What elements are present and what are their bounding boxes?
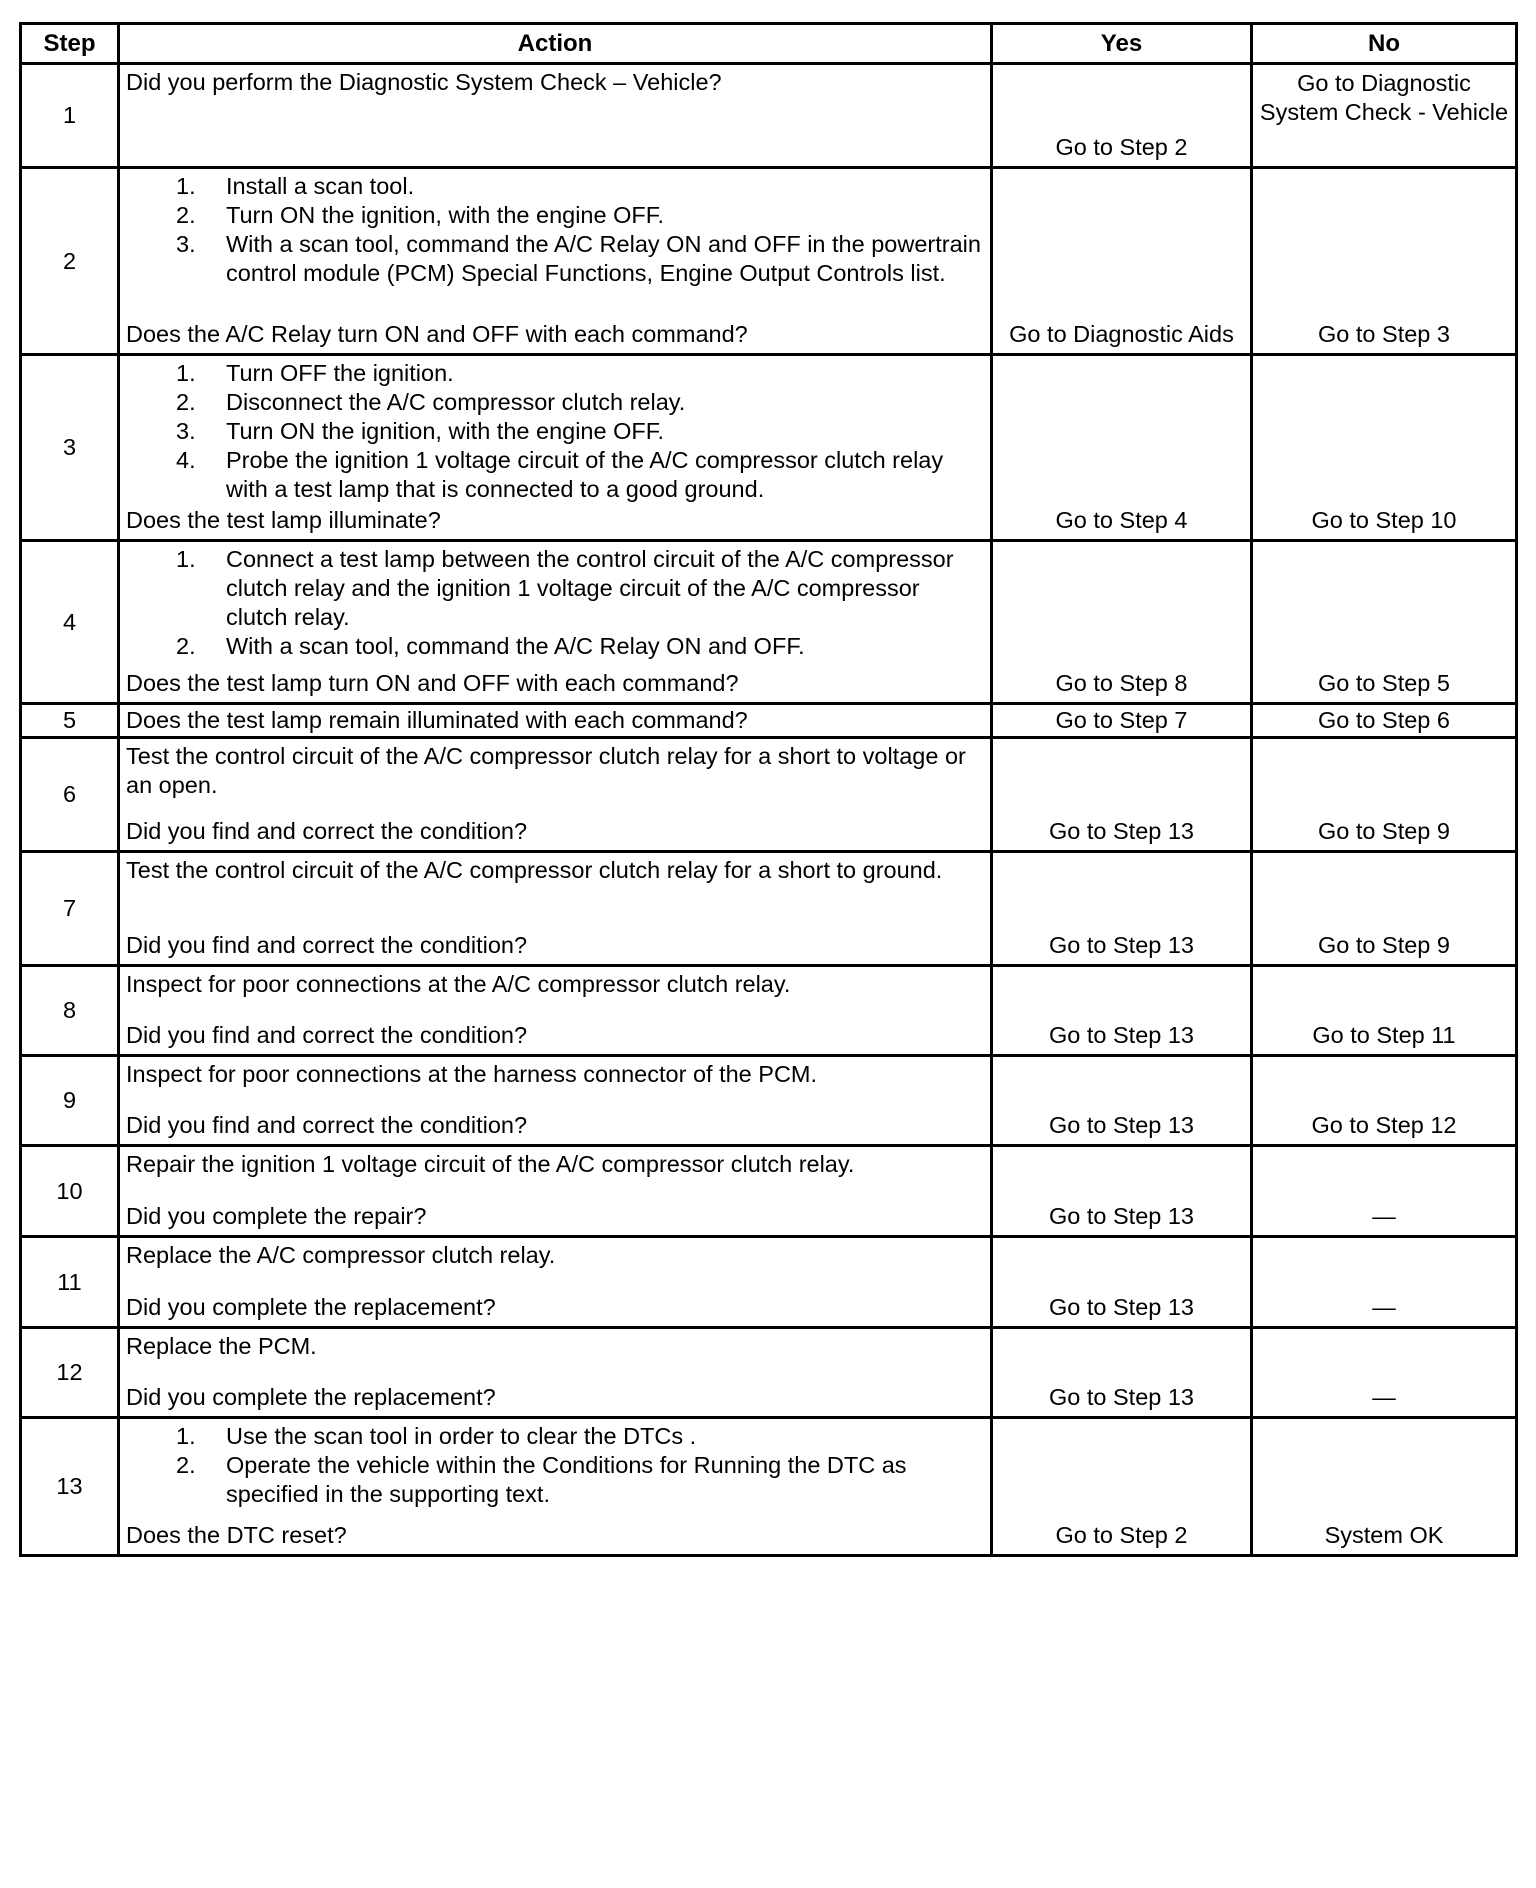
yes-result: Go to Step 4: [1055, 507, 1188, 533]
list-item: [126, 359, 984, 388]
yes-result: Go to Step 2: [1055, 1522, 1188, 1548]
table-row: [21, 168, 1517, 355]
action-question: Did you find and correct the condition?: [126, 932, 528, 958]
yes-cell: [992, 541, 1252, 704]
action-cell: [119, 1237, 992, 1328]
yes-result: Go to Step 8: [1055, 670, 1188, 696]
list-item-text: Operate the vehicle within the Conditions for Running the DTC as specified in the supporting text.: [226, 1452, 907, 1507]
action-question: Does the A/C Relay turn ON and OFF with each command?: [126, 321, 748, 347]
step-number: 12: [21, 1328, 119, 1418]
no-cell: [1252, 1418, 1517, 1556]
list-item-number: 1.: [176, 546, 196, 572]
list-item: [126, 632, 984, 661]
list-item-number: 1.: [176, 1423, 196, 1449]
action-cell: [119, 1056, 992, 1146]
yes-cell: [992, 852, 1252, 966]
list-item: [126, 1422, 984, 1451]
list-item-number: 4.: [176, 447, 196, 473]
list-item-text: Turn OFF the ignition.: [226, 360, 454, 386]
no-cell: [1252, 966, 1517, 1056]
header-action: Action: [119, 24, 992, 64]
no-result: —: [1372, 1384, 1396, 1410]
step-number: 6: [21, 738, 119, 852]
header-row: [21, 24, 1517, 64]
yes-result: Go to Step 7: [1055, 707, 1188, 733]
action-steps-list: [126, 172, 984, 288]
no-cell: [1252, 355, 1517, 541]
yes-result: Go to Step 13: [1048, 1112, 1195, 1138]
yes-cell: [992, 1237, 1252, 1328]
no-result: Go to Step 12: [1311, 1112, 1457, 1138]
table-row: [21, 64, 1517, 168]
no-result: Go to Step 9: [1318, 932, 1450, 958]
yes-result: Go to Step 2: [1055, 134, 1188, 160]
action-cell: [119, 541, 992, 704]
yes-cell: [992, 966, 1252, 1056]
yes-cell: [992, 355, 1252, 541]
no-result: Go to Step 6: [1318, 707, 1450, 733]
action-cell: [119, 1328, 992, 1418]
step-number: 3: [21, 355, 119, 541]
table-row: [21, 1418, 1517, 1556]
yes-cell: [992, 738, 1252, 852]
table-row: [21, 966, 1517, 1056]
action-question: Did you complete the replacement?: [126, 1384, 496, 1410]
yes-cell: [992, 64, 1252, 168]
table-body: [21, 64, 1517, 1556]
list-item: [126, 545, 984, 632]
step-number: 2: [21, 168, 119, 355]
no-cell: [1252, 704, 1517, 738]
yes-cell: [992, 704, 1252, 738]
list-item: [126, 172, 984, 201]
list-item: [126, 388, 984, 417]
no-result: Go to Step 11: [1312, 1022, 1456, 1048]
yes-result: Go to Step 13: [1048, 1294, 1195, 1320]
list-item: [126, 230, 984, 288]
no-result: —: [1372, 1294, 1396, 1320]
yes-result: Go to Step 13: [1048, 818, 1195, 844]
no-result: System OK: [1324, 1522, 1444, 1548]
step-number: 7: [21, 852, 119, 966]
action-text: Did you perform the Diagnostic System Check – Vehicle?: [126, 69, 722, 95]
no-cell: [1252, 852, 1517, 966]
action-question: Did you complete the replacement?: [126, 1294, 496, 1320]
list-item-number: 1.: [176, 360, 196, 386]
list-item: [126, 446, 984, 504]
no-cell: [1252, 168, 1517, 355]
action-question: Did you find and correct the condition?: [126, 1112, 528, 1138]
list-item-text: Disconnect the A/C compressor clutch relay.: [226, 389, 686, 415]
no-result: Go to Diagnostic System Check - Vehicle: [1259, 70, 1509, 125]
list-item-text: Turn ON the ignition, with the engine OFF.: [226, 418, 665, 444]
table-row: [21, 738, 1517, 852]
action-text: Replace the PCM.: [126, 1333, 317, 1359]
step-number: 4: [21, 541, 119, 704]
header-no: No: [1252, 24, 1517, 64]
action-text: Inspect for poor connections at the harness connector of the PCM.: [126, 1061, 818, 1087]
action-question: Does the test lamp remain illuminated with each command?: [126, 707, 748, 733]
list-item: [126, 417, 984, 446]
list-item-number: 2.: [176, 389, 196, 415]
list-item-number: 2.: [176, 633, 196, 659]
action-cell: [119, 738, 992, 852]
step-number: 8: [21, 966, 119, 1056]
no-result: Go to Step 10: [1311, 507, 1457, 533]
action-cell: [119, 355, 992, 541]
table-row: [21, 1237, 1517, 1328]
list-item-text: Probe the ignition 1 voltage circuit of the A/C compressor clutch relay with a test lamp that is connected to a good ground.: [226, 447, 944, 502]
yes-result: Go to Step 13: [1048, 932, 1195, 958]
list-item-number: 2.: [176, 1452, 196, 1478]
no-cell: [1252, 64, 1517, 168]
step-number: 5: [21, 704, 119, 738]
action-text: Test the control circuit of the A/C compressor clutch relay for a short to ground.: [126, 857, 943, 883]
list-item-text: Turn ON the ignition, with the engine OFF.: [226, 202, 665, 228]
header-yes: Yes: [992, 24, 1252, 64]
yes-cell: [992, 1328, 1252, 1418]
yes-cell: [992, 1146, 1252, 1237]
list-item: [126, 201, 984, 230]
no-result: Go to Step 9: [1318, 818, 1450, 844]
table-row: [21, 852, 1517, 966]
no-result: Go to Step 3: [1318, 321, 1450, 347]
table-row: [21, 1328, 1517, 1418]
list-item-text: With a scan tool, command the A/C Relay ON and OFF.: [226, 633, 805, 659]
yes-cell: [992, 1056, 1252, 1146]
action-steps-list: [126, 359, 984, 504]
action-question: Does the DTC reset?: [126, 1522, 347, 1548]
no-cell: [1252, 1146, 1517, 1237]
action-text: Test the control circuit of the A/C compressor clutch relay for a short to voltage or an open.: [126, 743, 966, 798]
list-item-number: 1.: [176, 173, 196, 199]
yes-cell: [992, 168, 1252, 355]
table-row: [21, 704, 1517, 738]
table-row: [21, 1146, 1517, 1237]
list-item-text: Connect a test lamp between the control circuit of the A/C compressor clutch relay and the ignition 1 voltage circuit of the A/C compressor clutch relay.: [226, 546, 954, 630]
action-cell: [119, 852, 992, 966]
step-number: 10: [21, 1146, 119, 1237]
no-cell: [1252, 1237, 1517, 1328]
action-steps-list: [126, 545, 984, 661]
yes-result: Go to Step 13: [1048, 1022, 1195, 1048]
action-cell: [119, 966, 992, 1056]
action-cell: [119, 704, 992, 738]
yes-result: Go to Step 13: [1048, 1384, 1195, 1410]
diagnostic-table: [19, 22, 1518, 1557]
no-cell: [1252, 738, 1517, 852]
yes-result: Go to Step 13: [1048, 1203, 1195, 1229]
action-cell: [119, 168, 992, 355]
action-question: Did you complete the repair?: [126, 1203, 427, 1229]
list-item-text: Install a scan tool.: [226, 173, 415, 199]
table-row: [21, 355, 1517, 541]
table-row: [21, 541, 1517, 704]
list-item-text: With a scan tool, command the A/C Relay ON and OFF in the powertrain control module (PCM) Special Functions, Engine Output Controls list.: [226, 231, 981, 286]
action-question: Did you find and correct the condition?: [126, 818, 528, 844]
action-text: Replace the A/C compressor clutch relay.: [126, 1242, 556, 1268]
action-text: Repair the ignition 1 voltage circuit of the A/C compressor clutch relay.: [126, 1151, 855, 1177]
yes-cell: [992, 1418, 1252, 1556]
list-item-number: 2.: [176, 202, 196, 228]
action-cell: [119, 64, 992, 168]
action-question: Does the test lamp turn ON and OFF with each command?: [126, 670, 739, 696]
action-cell: [119, 1418, 992, 1556]
header-step: Step: [21, 24, 119, 64]
no-result: —: [1372, 1203, 1396, 1229]
no-cell: [1252, 541, 1517, 704]
action-question: Does the test lamp illuminate?: [126, 507, 441, 533]
list-item-text: Use the scan tool in order to clear the DTCs .: [226, 1423, 697, 1449]
step-number: 13: [21, 1418, 119, 1556]
action-cell: [119, 1146, 992, 1237]
action-question: Did you find and correct the condition?: [126, 1022, 528, 1048]
table-row: [21, 1056, 1517, 1146]
action-steps-list: [126, 1422, 984, 1509]
list-item: [126, 1451, 984, 1509]
no-cell: [1252, 1056, 1517, 1146]
action-text: Inspect for poor connections at the A/C compressor clutch relay.: [126, 971, 791, 997]
step-number: 1: [21, 64, 119, 168]
step-number: 11: [21, 1237, 119, 1328]
yes-result: Go to Diagnostic Aids: [1009, 321, 1234, 347]
list-item-number: 3.: [176, 418, 196, 444]
no-cell: [1252, 1328, 1517, 1418]
step-number: 9: [21, 1056, 119, 1146]
no-result: Go to Step 5: [1318, 670, 1450, 696]
list-item-number: 3.: [176, 231, 196, 257]
